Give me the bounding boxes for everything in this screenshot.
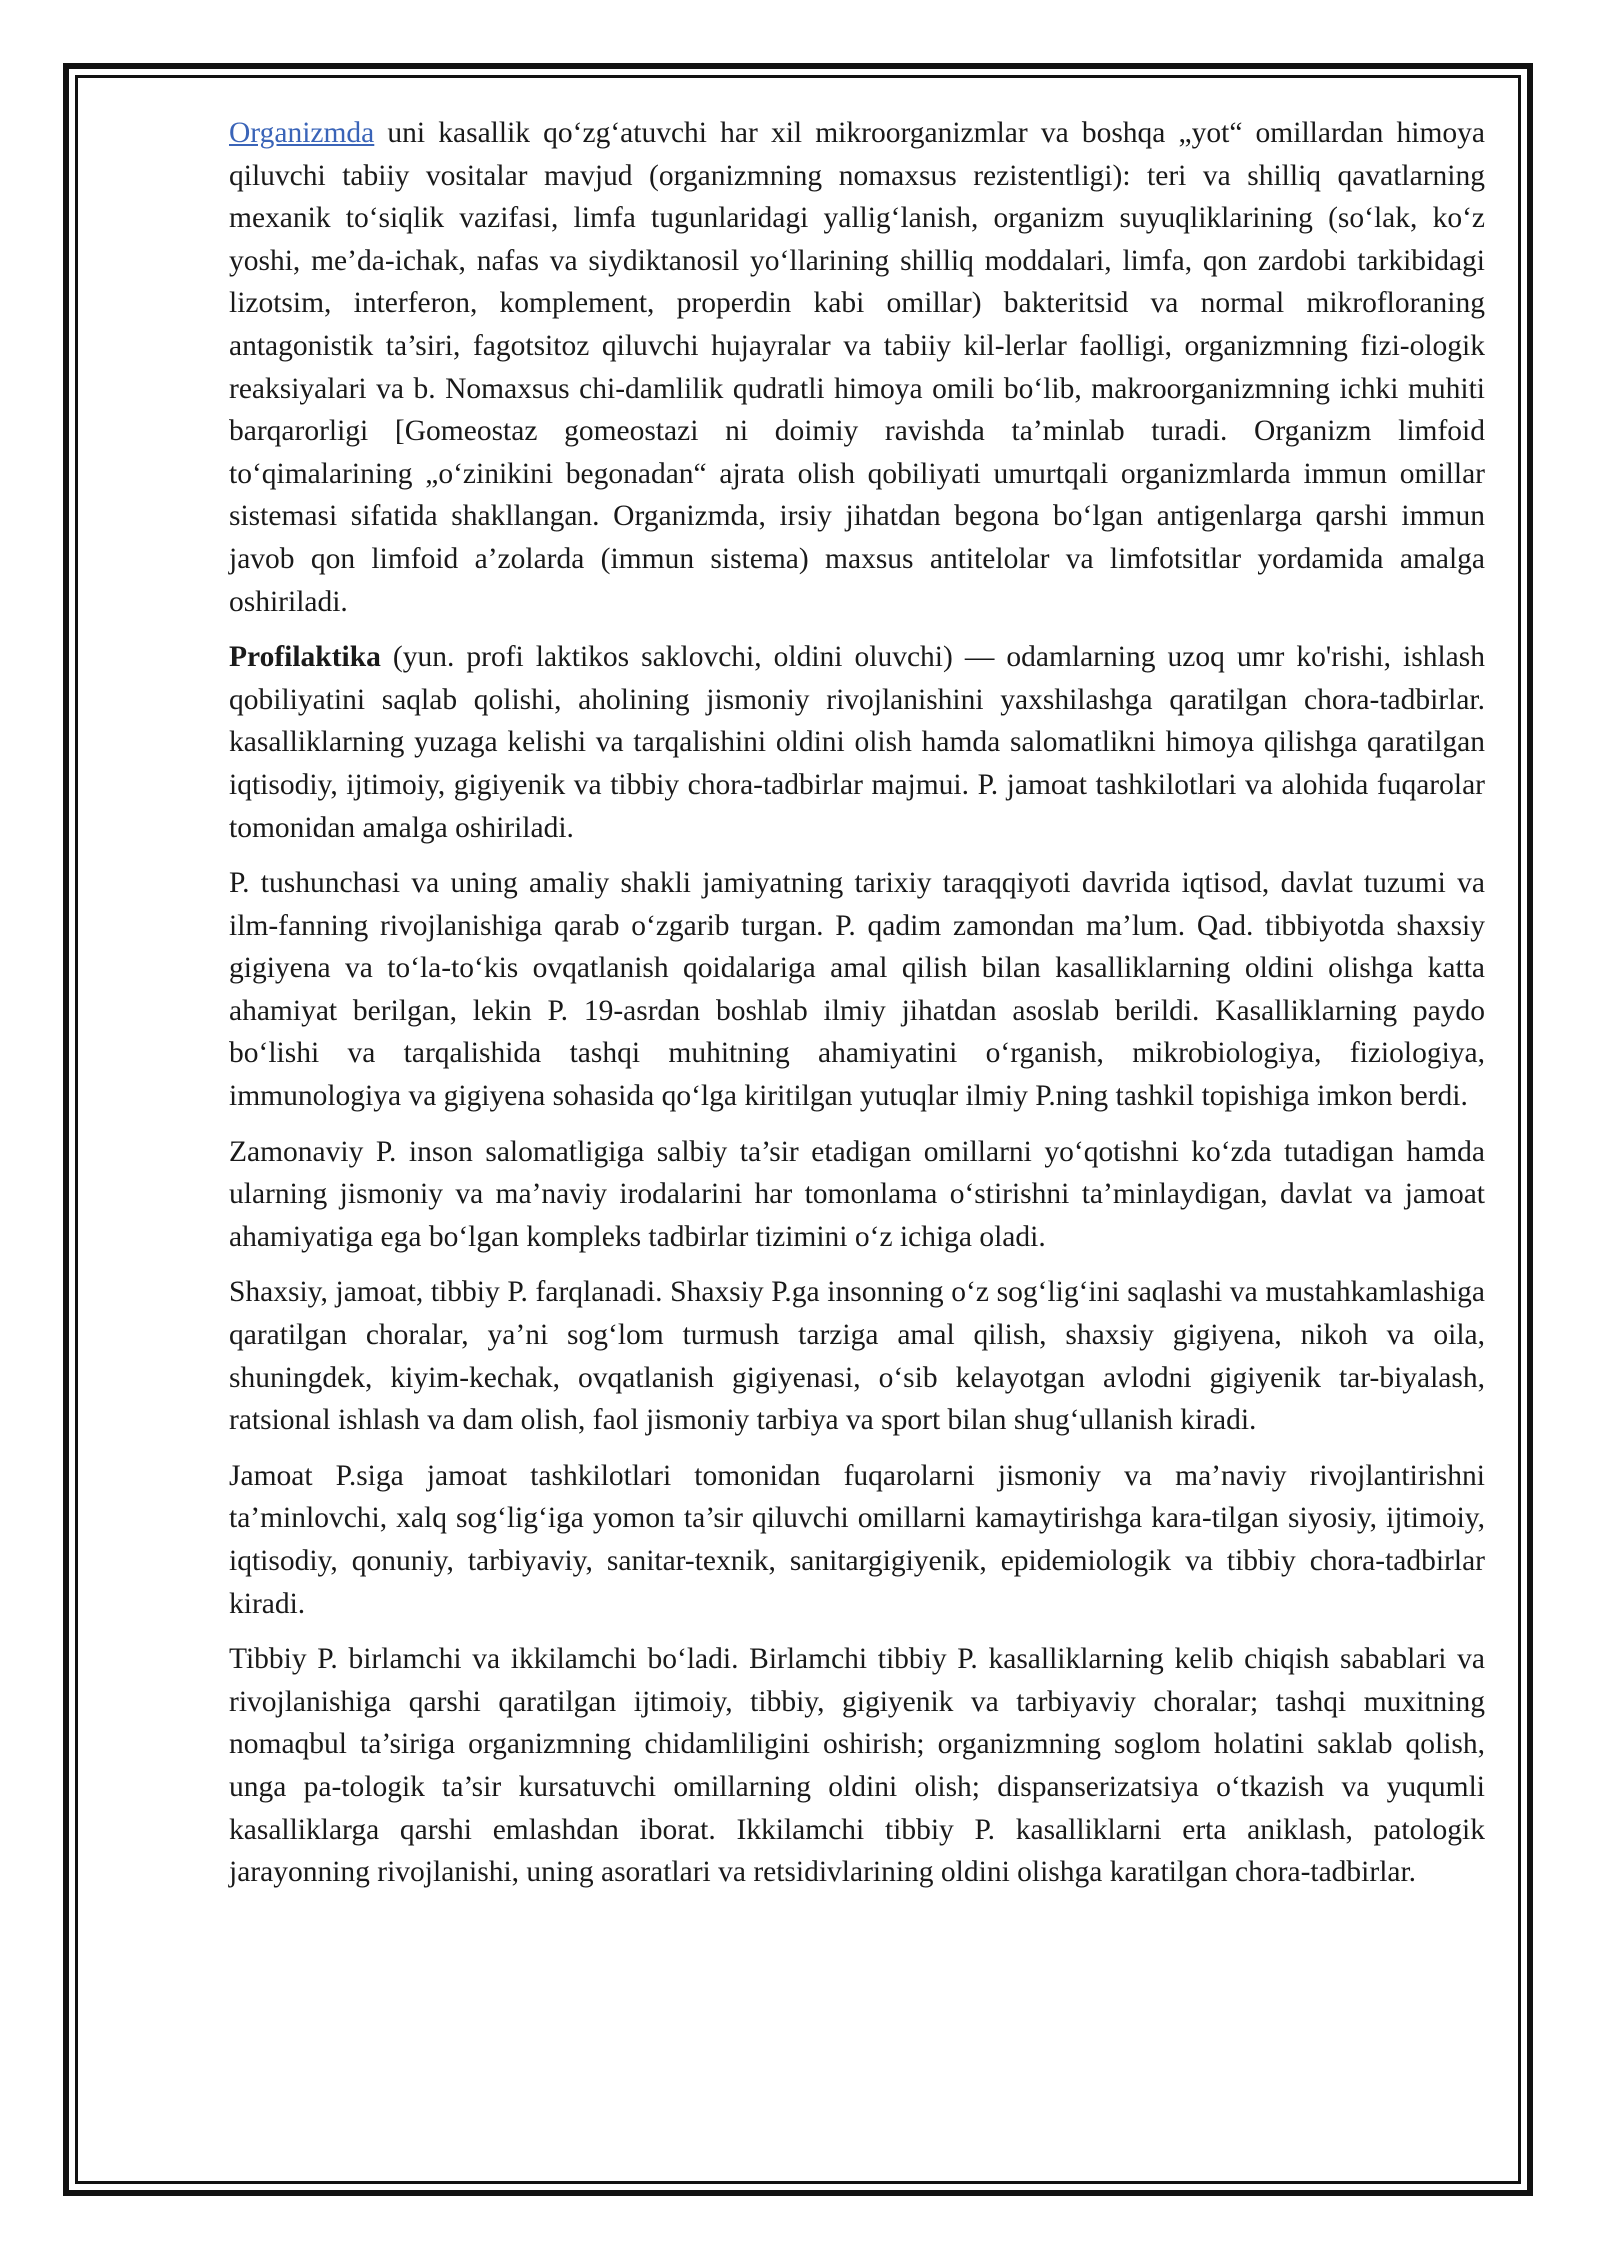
paragraph-text: (yun. profi laktikos saklovchi, oldini oluvchi) — odamlarning uzoq umr ko'rishi, ishlash qobiliyatini saqlab qolishi, aholining jismoniy rivojlanishini yaxshilashga qaratilgan chora-tadbirlar. kasalliklarning yuzaga kelishi va tarqalishini oldini olish hamda salomatlikni himoya qilishga qaratilgan iqtisodiy, ijtimoiy, gigiyenik va tibbiy chora-tadbirlar majmui. P. jamoat tashkilotlari va alohida fuqarolar tomonidan amalga oshiriladi. xyxy=(229,641,1485,844)
paragraph-public xyxy=(229,1455,1485,1625)
paragraph-profilaktika-definition xyxy=(229,636,1485,849)
paragraph-text: Zamonaviy P. inson salomatligiga salbiy ta’sir etadigan omillarni yo‘qotishni ko‘zda tutadigan hamda ularning jismoniy va ma’naviy irodalarini har tomonlama o‘stirishni ta’minlaydigan, davlat va jamoat ahamiyatiga ega bo‘lgan kompleks tadbirlar tizimini o‘z ichiga oladi. xyxy=(229,1135,1485,1253)
paragraph-text: uni kasallik qo‘zg‘atuvchi har xil mikroorganizmlar va boshqa „yot“ omillardan himoya qiluvchi tabiiy vositalar mavjud (organizmning nomaxsus rezistentligi): teri va shilliq qavatlarning mexanik to‘siqlik vazifasi, limfa tugunlaridagi yallig‘lanish, organizm suyuqliklarining (so‘lak, ko‘z yoshi, me’da-ichak, nafas va siydiktanosil yo‘llarining shilliq moddalari, limfa, qon zardobi tarkibidagi lizotsim, interferon, komplement, properdin kabi omillar) bakteritsid va normal mikrofloraning antagonistik ta’siri, fagotsitoz qiluvchi hujayralar va tabiiy kil-lerlar faolligi, organizmning fizi-ologik reaksiyalari va b. Nomaxsus chi-damlilik qudratli himoya omili bo‘lib, makroorganizmning ichki muhiti barqarorligi [Gomeostaz gomeostazi ni doimiy ravishda ta’minlab turadi. Organizm limfoid to‘qimalarining „o‘zinikini begonadan“ ajrata olish qobiliyati umurtqali organizmlarda immun omillar sistemasi sifatida shakllangan. Organizmda, irsiy jihatdan begona bo‘lgan antigenlarga qarshi immun javob qon limfoid a’zolarda (immun sistema) maxsus antitelolar va limfotsitlar yordamida amalga oshiriladi. xyxy=(229,117,1485,618)
paragraph-history xyxy=(229,862,1485,1118)
document-body xyxy=(229,112,1485,1907)
paragraph-text: P. tushunchasi va uning amaliy shakli jamiyatning tarixiy taraqqiyoti davrida iqtisod, davlat tuzumi va ilm-fanning rivojlanishiga qarab o‘zgarib turgan. P. qadim zamondan ma’lum. Qad. tibbiyotda shaxsiy gigiyena va to‘la-to‘kis ovqatlanish qoidalariga amal qilish bilan kasalliklarning oldini olishga katta ahamiyat berilgan, lekin P. 19-asrdan boshlab ilmiy jihatdan asoslab berildi. Kasalliklarning paydo bo‘lishi va tarqalishida tashqi muhitning ahamiyatini o‘rganish, mikrobiologiya, fiziologiya, immunologiya va gigiyena sohasida qo‘lga kiritilgan yutuqlar ilmiy P.ning tashkil topishiga imkon berdi. xyxy=(229,867,1485,1113)
paragraph-text: Jamoat P.siga jamoat tashkilotlari tomonidan fuqarolarni jismoniy va ma’naviy rivojlantirishni ta’minlovchi, xalq sog‘lig‘iga yomon ta’sir qiluvchi omillarni kamaytirishga kara-tilgan siyosiy, ijtimoiy, iqtisodiy, qonuniy, tarbiyaviy, sanitar-texnik, sanitargigiyenik, epidemiologik va tibbiy chora-tadbirlar kiradi. xyxy=(229,1459,1485,1620)
paragraph-text: Shaxsiy, jamoat, tibbiy P. farqlanadi. Shaxsiy P.ga insonning o‘z sog‘lig‘ini saqlashi va mustahkamlashiga qaratilgan choralar, ya’ni sog‘lom turmush tarziga amal qilish, shaxsiy gigiyena, nikoh va oila, shuningdek, kiyim-kechak, ovqatlanish gigiyenasi, o‘sib kelayotgan avlodni gigiyenik tar-biyalash, ratsional ishlash va dam olish, faol jismoniy tarbiya va sport bilan shug‘ullanish kiradi. xyxy=(229,1276,1485,1437)
paragraph-medical xyxy=(229,1638,1485,1894)
paragraph-immunity xyxy=(229,112,1485,623)
paragraph-modern xyxy=(229,1131,1485,1259)
organizmda-link[interactable]: Organizmda xyxy=(229,117,375,149)
term-heading: Profilaktika xyxy=(229,641,381,674)
paragraph-text: Tibbiy P. birlamchi va ikkilamchi bo‘ladi. Birlamchi tibbiy P. kasalliklarning kelib chiqish sabablari va rivojlanishiga qarshi qaratilgan ijtimoiy, tibbiy, gigiyenik va tarbiyaviy choralar; tashqi muxitning nomaqbul ta’siriga organizmning chidamliligini oshirish; organizmning soglom holatini saklab qolish, unga pa-tologik ta’sir kursatuvchi omillarning oldini olish; dispanserizatsiya o‘tkazish va yuqumli kasalliklarga qarshi emlashdan iborat. Ikkilamchi tibbiy P. kasalliklarni erta aniklash, patologik jarayonning rivojlanishi, uning asoratlari va retsidivlarining oldini olishga karatilgan chora-tadbirlar. xyxy=(229,1643,1485,1889)
paragraph-personal xyxy=(229,1271,1485,1441)
